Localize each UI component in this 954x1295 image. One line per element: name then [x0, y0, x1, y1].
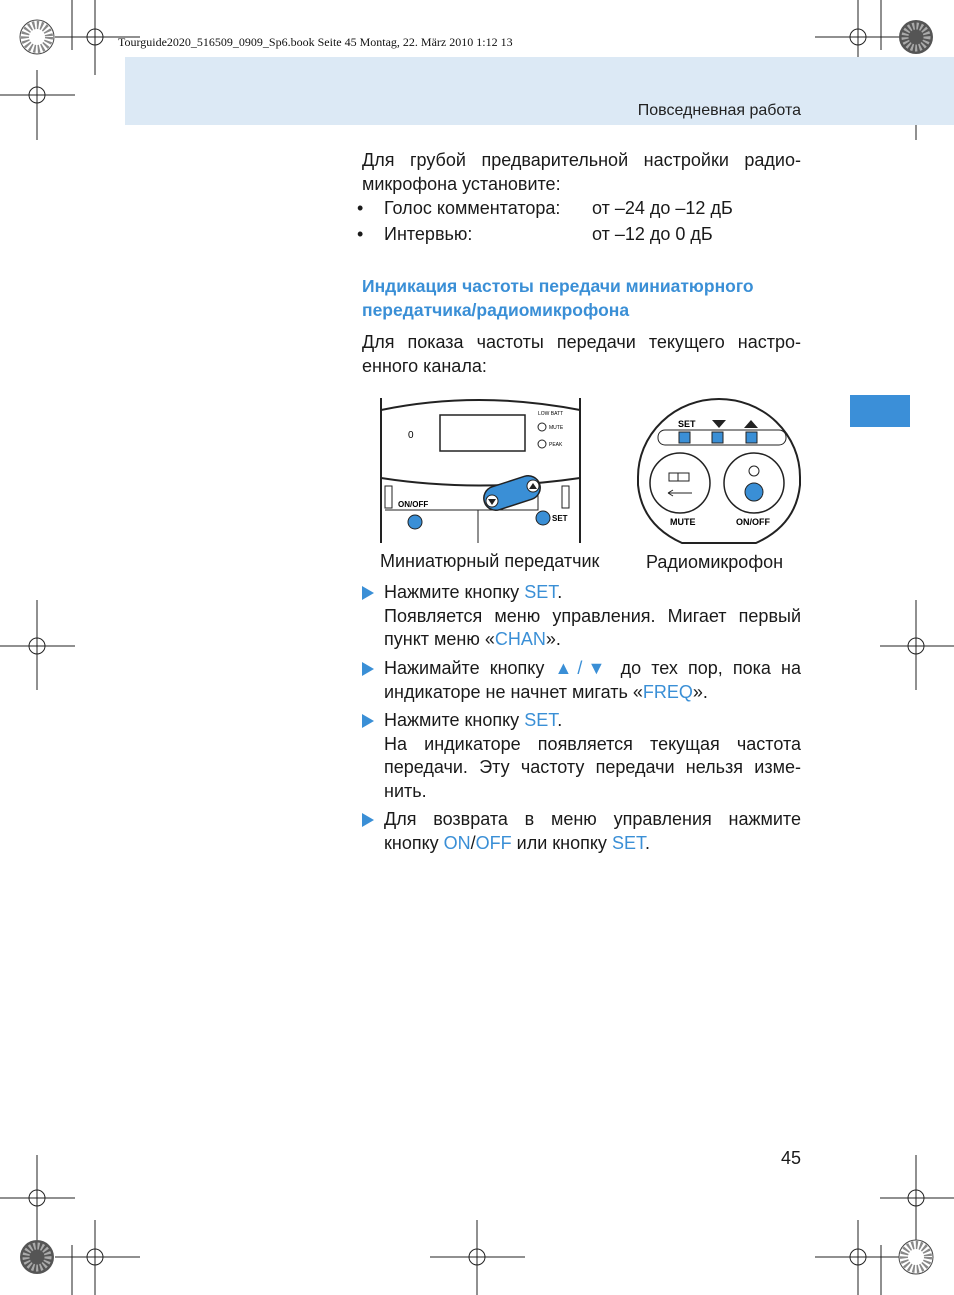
set-button-icon [536, 511, 550, 525]
transmitter-illustration [378, 398, 583, 543]
microphone-caption: Радиомикрофон [646, 552, 784, 572]
highlighted-term: SET [524, 582, 558, 602]
step-fragment: . [557, 710, 563, 730]
highlighted-term: ▲/▼ [554, 658, 611, 678]
highlighted-term: FREQ [642, 681, 693, 702]
mic-mute-label: MUTE [670, 517, 696, 527]
instruction-step [362, 657, 801, 704]
highlighted-term: SET [524, 710, 558, 730]
bullet-symbol: • [357, 198, 364, 218]
bullet-label: Голос комментатора: [384, 198, 561, 218]
mic-power-button-icon [745, 483, 763, 501]
step-arrow-icon [362, 586, 374, 600]
step-arrow-icon [362, 662, 374, 676]
step-result: Появляется меню управления. Мигает первый пункт меню «CHAN». [384, 605, 801, 649]
instruction-step [362, 709, 801, 803]
instruction-step [362, 808, 801, 855]
microphone-illustration [636, 397, 802, 547]
step-fragment: . [644, 832, 650, 853]
set-label: SET [552, 514, 568, 523]
section-heading: Индикация частоты передачи миниатюрного передатчика/радиомикрофона [362, 276, 754, 320]
step-text [384, 657, 801, 704]
step-fragment: Нажимайте кнопку [384, 658, 555, 678]
intro-paragraph: Для грубой предварительной настройки радио-микрофона установите: [362, 150, 801, 194]
onoff-button-icon [408, 515, 422, 529]
step-fragment: Нажмите кнопку [384, 582, 525, 602]
step-fragment: Для возврата в меню управления нажмите кнопку [384, 809, 801, 853]
peak-led-label: PEAK [549, 442, 563, 448]
highlighted-term: SET [611, 832, 645, 853]
chapter-tab [850, 395, 910, 427]
step-fragment: ». [692, 681, 708, 702]
page-number: 45 [780, 1148, 801, 1168]
step-fragment: / [470, 832, 476, 853]
step-fragment: или кнопку [511, 832, 612, 853]
step-fragment: до тех пор, пока на индикаторе не начнет мигать « [384, 658, 801, 702]
page-header-title: Повседневная работа [637, 102, 801, 119]
step-result: На индикаторе появляется текущая частота передачи. Эту частоту передачи нельзя изме-нить. [384, 733, 801, 801]
header-band [125, 57, 954, 125]
bullet-value: от –24 до –12 дБ [592, 198, 733, 218]
print-info-line: Tourguide2020_516509_0909_Sp6.book Seite 45 Montag, 22. März 2010 1:12 13 [118, 35, 513, 49]
mute-led-label: MUTE [549, 425, 564, 431]
section-intro: Для показа частоты передачи текущего настро-енного канала: [362, 332, 801, 376]
bullet-symbol: • [357, 224, 364, 244]
instruction-step [362, 581, 801, 652]
highlighted-term: OFF [475, 832, 512, 853]
mic-set-label: SET [678, 419, 696, 429]
transmitter-caption: Миниатюрный передатчик [380, 551, 600, 571]
step-arrow-icon [362, 813, 374, 827]
bullet-value: от –12 до 0 дБ [592, 224, 713, 244]
display-digit: 0 [408, 430, 414, 441]
step-fragment: Нажмите кнопку [384, 710, 525, 730]
onoff-label: ON/OFF [398, 500, 429, 509]
mic-onoff-label: ON/OFF [736, 517, 770, 527]
low-batt-label: LOW BATT [538, 411, 564, 417]
highlighted-term: ON [443, 832, 471, 853]
step-text [384, 808, 801, 855]
step-text [384, 709, 801, 733]
step-fragment: . [557, 582, 563, 602]
bullet-label: Интервью: [384, 224, 473, 244]
step-arrow-icon [362, 714, 374, 728]
step-text [384, 581, 801, 605]
